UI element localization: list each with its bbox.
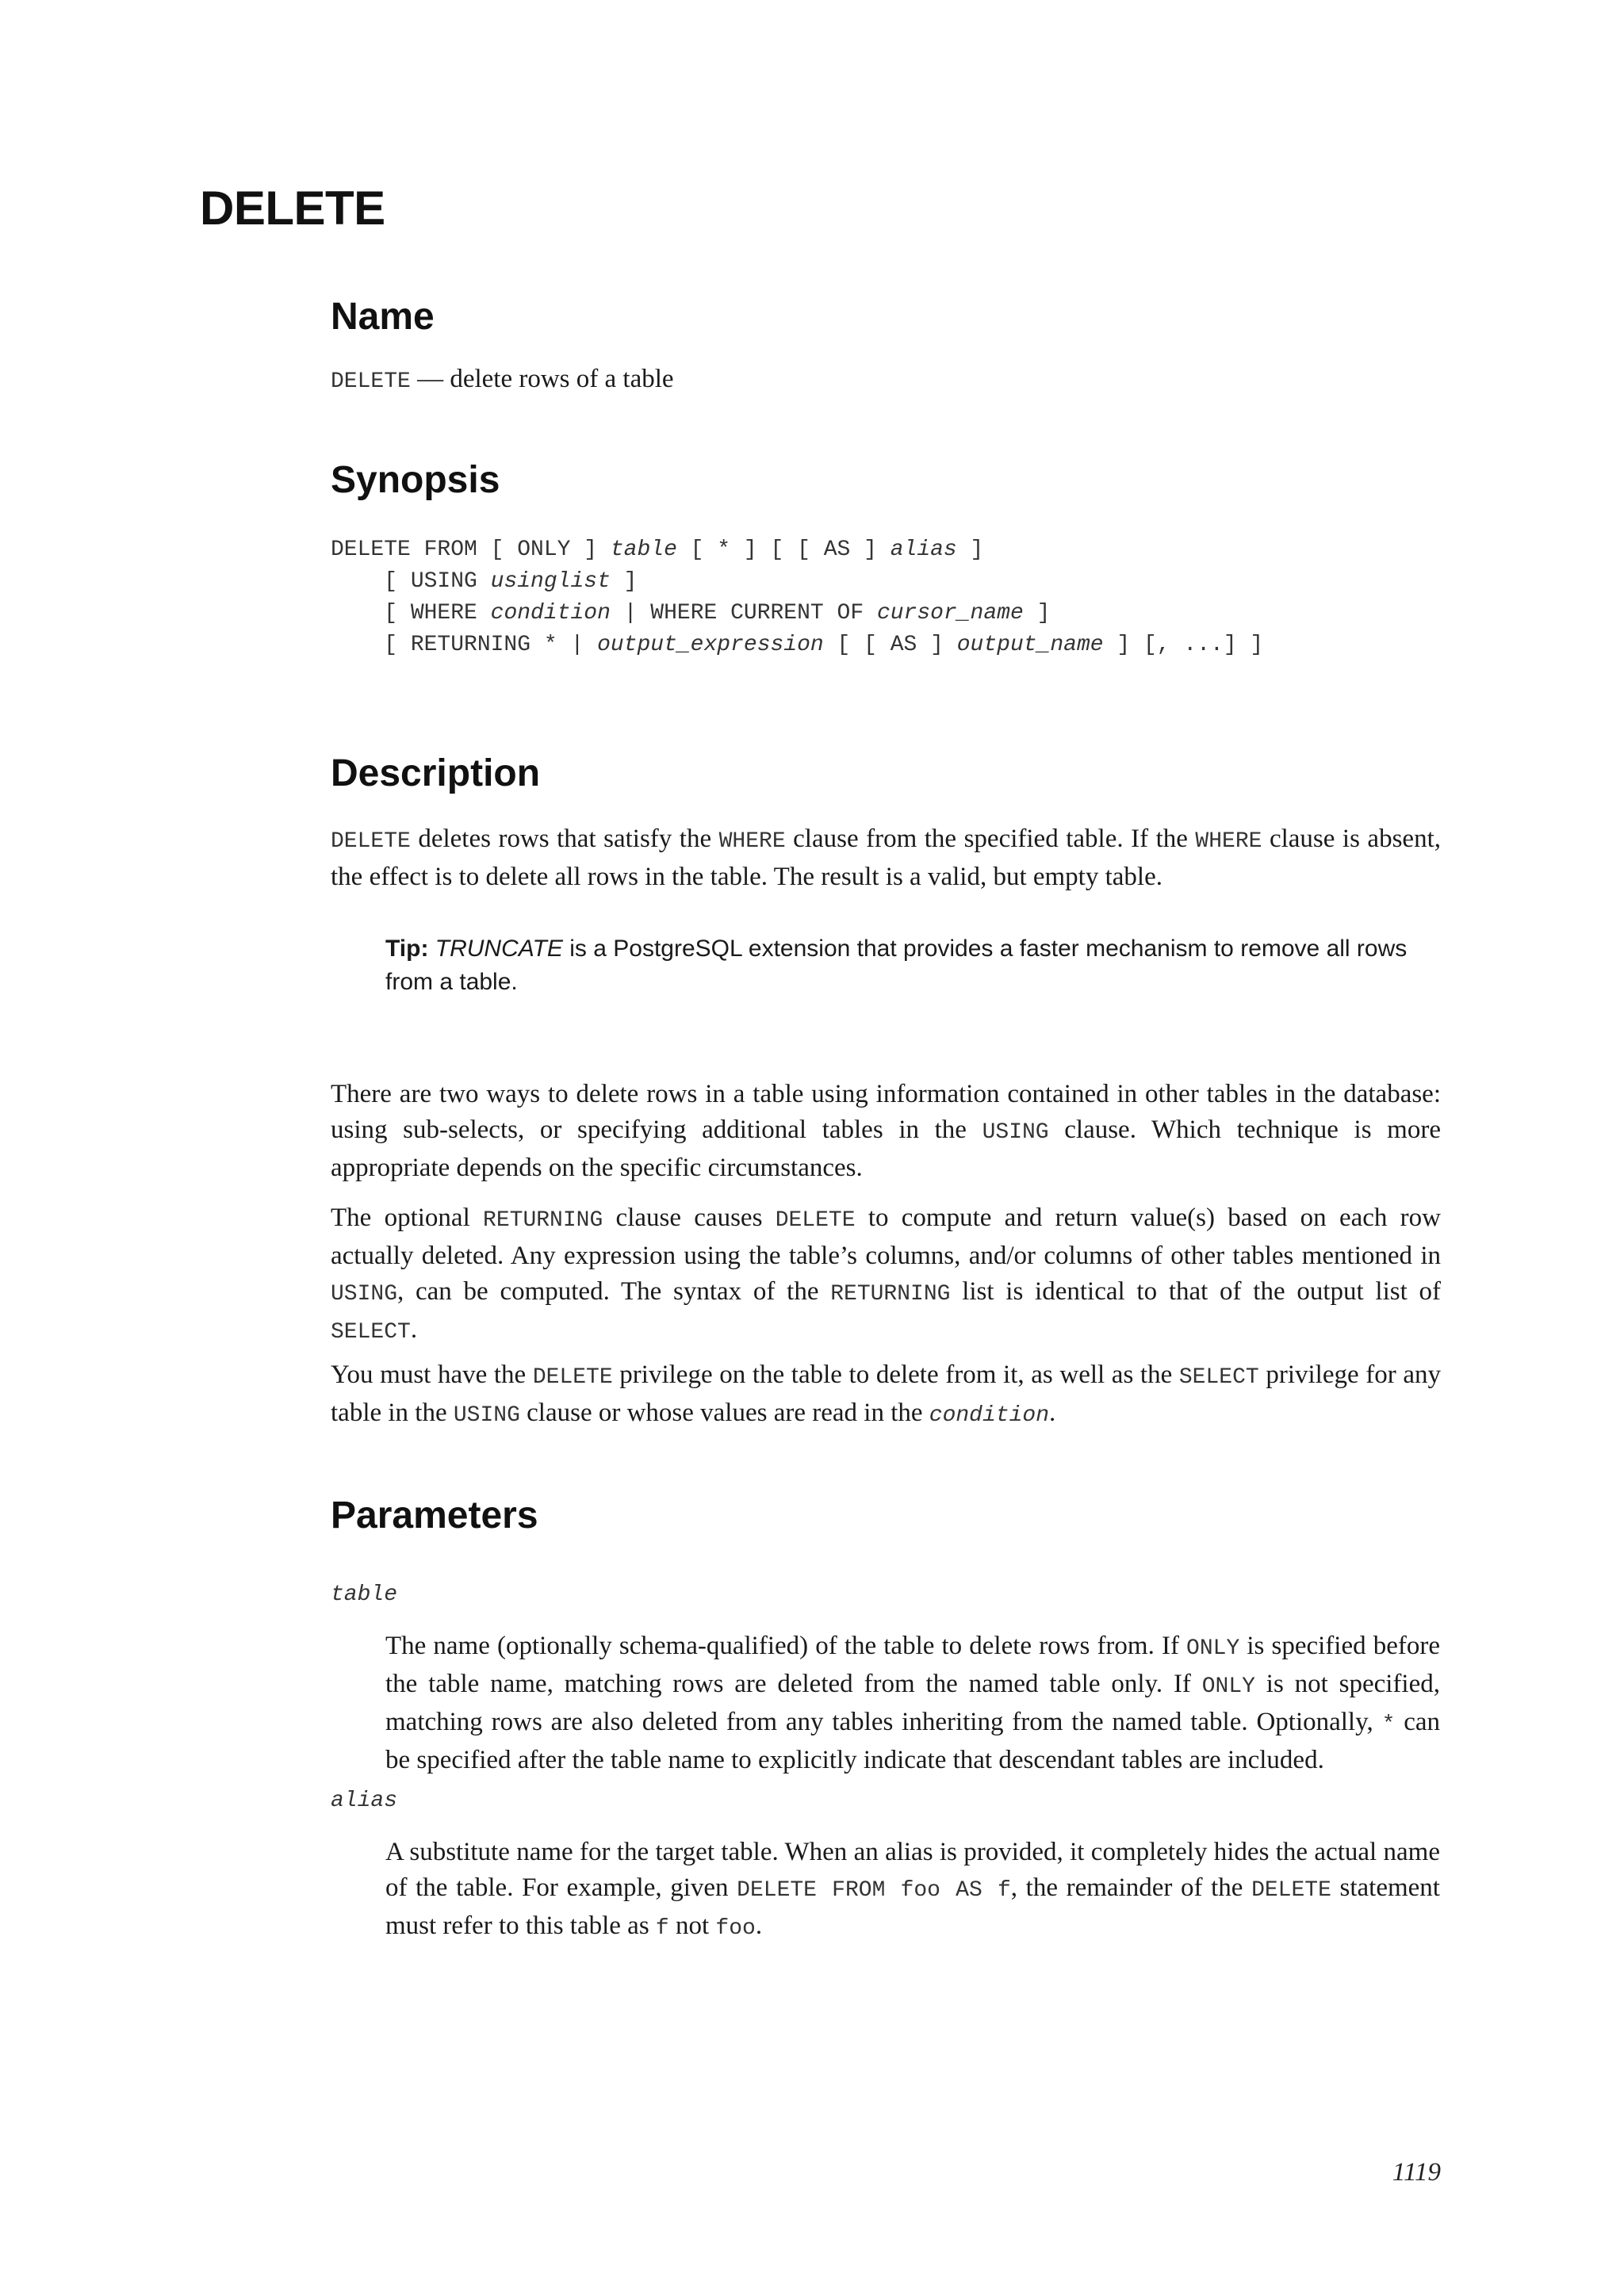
synopsis-heading: Synopsis — [331, 459, 500, 501]
name-line — [331, 362, 1441, 400]
page-title: DELETE — [200, 182, 385, 235]
command-summary: — delete rows of a table — [410, 365, 674, 393]
truncate-link[interactable]: TRUNCATE — [435, 936, 563, 962]
description-section — [331, 752, 1441, 795]
synopsis-code: DELETE FROM [ ONLY ] table [ * ] [ [ AS ] alias ] [ USING usinglist ] [ WHERE condition | WHERE CURRENT OF cursor_name ] [ RETURNING * | output_expression [ [ AS ] output_name ] [, ...] ] — [331, 538, 1264, 657]
param-def-table: The name (optionally schema-qualified) of the table to delete rows from. If ONLY is specified before the table name, matching rows are deleted from the named table only. If ONLY is not specified, matching rows are also deleted from any tables inheriting from the named table. Optionally, * can be specified after the table name to explicitly indicate that descendant tables are included. — [385, 1632, 1441, 1774]
synopsis-block — [331, 534, 1441, 661]
parameters-section — [331, 1494, 1441, 1537]
description-paragraph-4: You must have the DELETE privilege on the table to delete from it, as well as the SELECT privilege for any table in the USING clause or whose values are read in the condition. — [331, 1360, 1442, 1428]
tip-box — [385, 932, 1440, 999]
description-paragraph-3: The optional RETURNING clause causes DELETE to compute and return value(s) based on each row actually deleted. Any expression using the table’s columns, and/or columns of other tables mentioned in USING, can be computed. The syntax of the RETURNING list is identical to that of the output list of SELECT. — [331, 1203, 1442, 1345]
param-term-alias: alias — [331, 1789, 398, 1813]
description-paragraph-2: There are two ways to delete rows in a table using information contained in other tables in the database: using sub-selects, or specifying additional tables in the USING clause. Which technique is more appropriate depends on the specific circumstances. — [331, 1080, 1441, 1182]
command-name: DELETE — [331, 369, 411, 394]
synopsis-section — [331, 458, 1441, 502]
param-term-table: table — [331, 1582, 398, 1607]
description-heading: Description — [331, 752, 541, 794]
page-number: 1119 — [1392, 2158, 1441, 2187]
param-def-alias: A substitute name for the target table. When an alias is provided, it completely hides the actual name of the table. For example, given DELETE FROM foo AS f, the remainder of the DELETE statement must refer to this table as f not foo. — [385, 1838, 1440, 1941]
tip-label: Tip: — [385, 936, 429, 962]
name-section — [331, 295, 1441, 339]
description-paragraph-1: DELETE deletes rows that satisfy the WHERE clause from the specified table. If the WHERE clause is absent, the effect is to delete all rows in the table. The result is a valid, but empty table. — [331, 825, 1441, 891]
name-heading: Name — [331, 296, 435, 338]
parameters-heading: Parameters — [331, 1494, 538, 1536]
tip-text: is a PostgreSQL extension that provides a faster mechanism to remove all rows from a table. — [385, 936, 1408, 995]
